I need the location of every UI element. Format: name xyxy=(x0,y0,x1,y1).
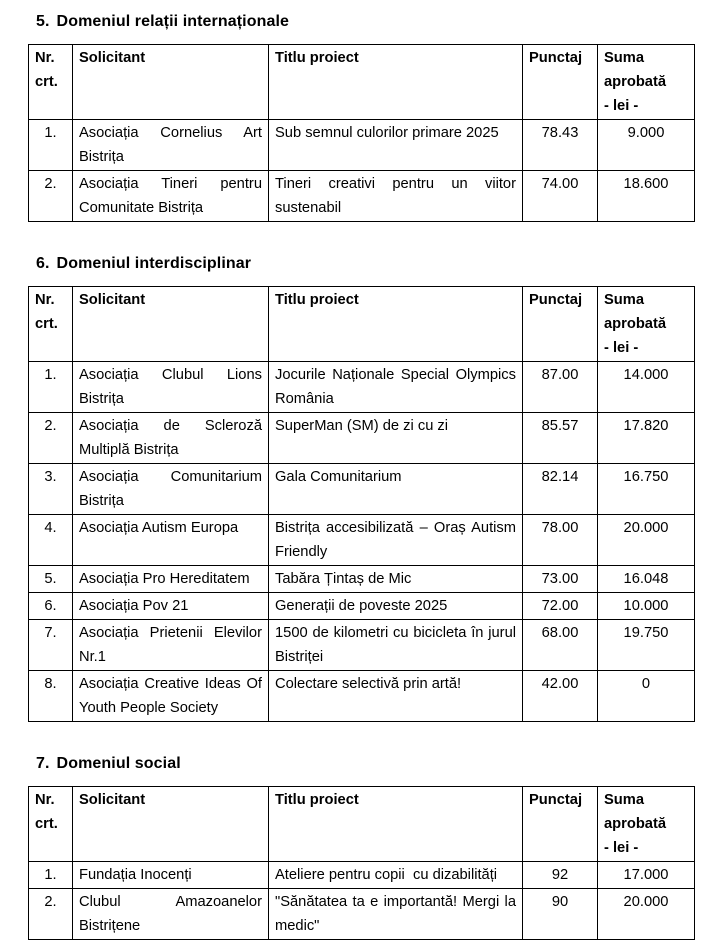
cell-titlu-proiect: Tabăra Țintaș de Mic xyxy=(269,566,523,593)
column-header-suma-aprobata xyxy=(598,45,695,120)
header-nr-line1: Nr. xyxy=(35,50,55,66)
cell-nr: 2. xyxy=(29,889,73,940)
header-suma-line2: aprobată xyxy=(604,74,667,90)
header-row xyxy=(29,287,695,362)
cell-suma: 9.000 xyxy=(598,120,695,171)
cell-suma: 0 xyxy=(598,671,695,722)
table-row xyxy=(29,593,695,620)
header-nr-line1: Nr. xyxy=(35,292,55,308)
cell-punctaj: 90 xyxy=(523,889,598,940)
cell-titlu-proiect: Ateliere pentru copii cu dizabilități xyxy=(269,862,523,889)
cell-titlu-proiect: "Sănătatea ta e importantă! Mergi la medic" xyxy=(269,889,523,940)
column-header-suma-aprobata xyxy=(598,287,695,362)
cell-titlu-proiect: SuperMan (SM) de zi cu zi xyxy=(269,413,523,464)
cell-titlu-proiect: Bistrița accesibilizată – Oraș Autism Friendly xyxy=(269,515,523,566)
column-header-titlu-proiect: Titlu proiect xyxy=(269,287,523,362)
cell-punctaj: 68.00 xyxy=(523,620,598,671)
section-interdisciplinar xyxy=(28,255,694,722)
column-header-nr-crt xyxy=(29,787,73,862)
cell-solicitant: Asociația Pro Hereditatem xyxy=(73,566,269,593)
header-suma-line3: - lei - xyxy=(604,340,639,356)
cell-suma: 17.000 xyxy=(598,862,695,889)
header-suma-line2: aprobată xyxy=(604,316,667,332)
grants-table-social xyxy=(28,786,695,940)
cell-solicitant: Asociația Pov 21 xyxy=(73,593,269,620)
cell-solicitant: Asociația Cornelius Art Bistrița xyxy=(73,120,269,171)
header-suma-line1: Suma xyxy=(604,50,644,66)
cell-titlu-proiect: Jocurile Naționale Special Olympics România xyxy=(269,362,523,413)
cell-nr: 7. xyxy=(29,620,73,671)
header-nr-line1: Nr. xyxy=(35,792,55,808)
header-nr-line2: crt. xyxy=(35,316,58,332)
cell-nr: 1. xyxy=(29,120,73,171)
table-row xyxy=(29,464,695,515)
cell-solicitant: Asociația Clubul Lions Bistrița xyxy=(73,362,269,413)
cell-nr: 8. xyxy=(29,671,73,722)
cell-solicitant: Asociația Creative Ideas Of Youth People Society xyxy=(73,671,269,722)
cell-titlu-proiect: Colectare selectivă prin artă! xyxy=(269,671,523,722)
header-suma-line2: aprobată xyxy=(604,816,667,832)
cell-nr: 1. xyxy=(29,862,73,889)
cell-suma: 18.600 xyxy=(598,171,695,222)
table-row xyxy=(29,120,695,171)
grants-table-relatii-internationale xyxy=(28,44,695,222)
header-suma-line3: - lei - xyxy=(604,98,639,114)
column-header-solicitant: Solicitant xyxy=(73,45,269,120)
column-header-nr-crt xyxy=(29,287,73,362)
cell-titlu-proiect: Tineri creativi pentru un viitor sustenabil xyxy=(269,171,523,222)
cell-punctaj: 78.43 xyxy=(523,120,598,171)
column-header-nr-crt xyxy=(29,45,73,120)
table-row xyxy=(29,566,695,593)
cell-solicitant: Fundația Inocenți xyxy=(73,862,269,889)
cell-titlu-proiect: Sub semnul culorilor primare 2025 xyxy=(269,120,523,171)
table-row xyxy=(29,862,695,889)
cell-nr: 6. xyxy=(29,593,73,620)
table-row xyxy=(29,620,695,671)
column-header-titlu-proiect: Titlu proiect xyxy=(269,787,523,862)
cell-punctaj: 78.00 xyxy=(523,515,598,566)
column-header-solicitant: Solicitant xyxy=(73,287,269,362)
cell-nr: 2. xyxy=(29,171,73,222)
header-suma-line3: - lei - xyxy=(604,840,639,856)
column-header-punctaj: Punctaj xyxy=(523,787,598,862)
grants-table-interdisciplinar xyxy=(28,286,695,722)
cell-suma: 16.750 xyxy=(598,464,695,515)
cell-nr: 4. xyxy=(29,515,73,566)
table-row xyxy=(29,171,695,222)
cell-nr: 2. xyxy=(29,413,73,464)
section-heading xyxy=(36,13,694,31)
header-row xyxy=(29,45,695,120)
cell-punctaj: 92 xyxy=(523,862,598,889)
cell-solicitant: Asociația Autism Europa xyxy=(73,515,269,566)
table-row xyxy=(29,413,695,464)
cell-titlu-proiect: Gala Comunitarium xyxy=(269,464,523,515)
cell-punctaj: 82.14 xyxy=(523,464,598,515)
table-row xyxy=(29,671,695,722)
section-number: 7. xyxy=(36,755,50,772)
section-number: 5. xyxy=(36,13,50,30)
header-nr-line2: crt. xyxy=(35,816,58,832)
section-heading xyxy=(36,255,694,273)
cell-punctaj: 74.00 xyxy=(523,171,598,222)
cell-suma: 17.820 xyxy=(598,413,695,464)
header-suma-line1: Suma xyxy=(604,292,644,308)
cell-solicitant: Asociația de Scleroză Multiplă Bistrița xyxy=(73,413,269,464)
cell-punctaj: 87.00 xyxy=(523,362,598,413)
section-title: Domeniul social xyxy=(56,755,181,772)
column-header-punctaj: Punctaj xyxy=(523,45,598,120)
header-nr-line2: crt. xyxy=(35,74,58,90)
cell-punctaj: 85.57 xyxy=(523,413,598,464)
section-title: Domeniul relații internaționale xyxy=(56,13,290,30)
cell-suma: 19.750 xyxy=(598,620,695,671)
cell-suma: 14.000 xyxy=(598,362,695,413)
section-number: 6. xyxy=(36,255,50,272)
cell-suma: 20.000 xyxy=(598,889,695,940)
cell-solicitant: Asociația Prietenii Elevilor Nr.1 xyxy=(73,620,269,671)
cell-suma: 20.000 xyxy=(598,515,695,566)
section-heading xyxy=(36,755,694,773)
cell-titlu-proiect: Generații de poveste 2025 xyxy=(269,593,523,620)
section-social xyxy=(28,755,694,940)
table-row xyxy=(29,889,695,940)
header-suma-line1: Suma xyxy=(604,792,644,808)
table-row xyxy=(29,515,695,566)
column-header-punctaj: Punctaj xyxy=(523,287,598,362)
cell-nr: 5. xyxy=(29,566,73,593)
cell-suma: 10.000 xyxy=(598,593,695,620)
cell-punctaj: 73.00 xyxy=(523,566,598,593)
column-header-titlu-proiect: Titlu proiect xyxy=(269,45,523,120)
cell-punctaj: 42.00 xyxy=(523,671,598,722)
cell-titlu-proiect: 1500 de kilometri cu bicicleta în jurul Bistriței xyxy=(269,620,523,671)
cell-nr: 1. xyxy=(29,362,73,413)
table-row xyxy=(29,362,695,413)
section-relatii-internationale xyxy=(28,13,694,222)
column-header-solicitant: Solicitant xyxy=(73,787,269,862)
cell-solicitant: Asociația Tineri pentru Comunitate Bistrița xyxy=(73,171,269,222)
cell-punctaj: 72.00 xyxy=(523,593,598,620)
cell-solicitant: Clubul Amazoanelor Bistrițene xyxy=(73,889,269,940)
cell-suma: 16.048 xyxy=(598,566,695,593)
cell-solicitant: Asociația Comunitarium Bistrița xyxy=(73,464,269,515)
cell-nr: 3. xyxy=(29,464,73,515)
section-title: Domeniul interdisciplinar xyxy=(56,255,252,272)
column-header-suma-aprobata xyxy=(598,787,695,862)
header-row xyxy=(29,787,695,862)
